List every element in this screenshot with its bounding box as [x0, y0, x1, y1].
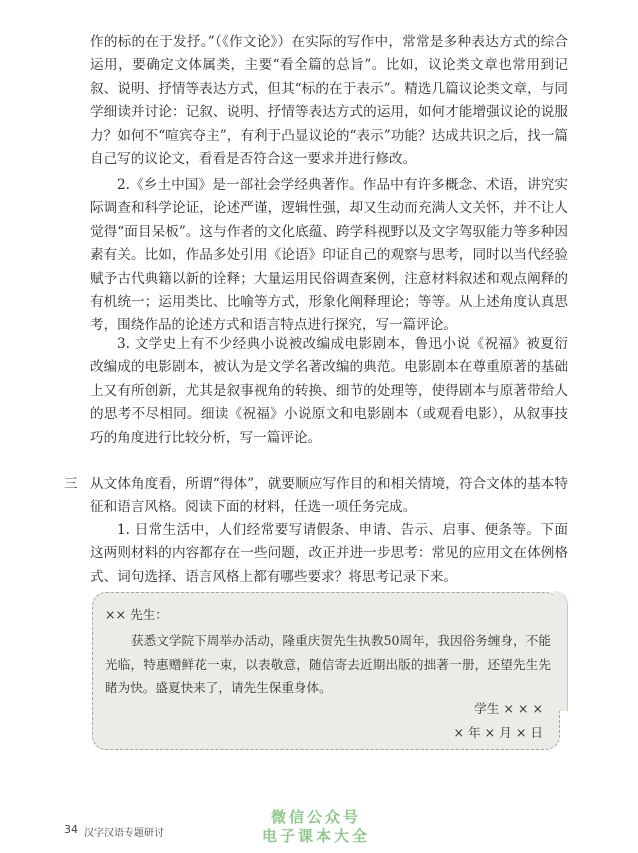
paragraph-item-2: 2.《乡土中国》是一部社会学经典著作。作品中有许多概念、术语，讲究实际调查和科学论证，论述严谨，逻辑性强，却又生动而充满人文关怀，并不让人觉得“面目呆板”。这与作者的文化底蕴、跨学科视野以及文字驾驭能力等多种因素有关。比如，作品多处引用《论语》印证自己的观察与思考，同时以当代经验赋予古代典籍以新的诠释；大量运用民俗调查案例，注意材料叙述和观点阐释的有机统一；运用类比、比喻等方式，形象化阐释理论；等等。从上述角度认真思考，围绕作品的论述方式和语言特点进行探究，写一篇评论。: [90, 177, 568, 334]
watermark: [262, 808, 370, 846]
page-number: 34: [64, 823, 78, 836]
watermark-line-1: 微信公众号: [271, 808, 362, 826]
book-title: 汉字汉语专题研讨: [84, 828, 164, 839]
letter-body: 获悉文学院下周举办活动，隆重庆贺先生执教50周年，我因俗务缠身，不能光临，特惠赠鲜花一束，以表敬意，随信寄去近期出版的拙著一册，还望先生先睹为快。盛夏快来了，请先生保重身体。: [105, 633, 551, 695]
letter-salutation: ×× 先生：: [105, 607, 168, 622]
section-intro: 从文体角度看，所谓“得体”，就要顺应写作目的和相关情境，符合文体的基本特征和语言风格。阅读下面的材料，任选一项任务完成。: [90, 476, 568, 516]
letter-date: × 年 × 月 × 日: [453, 725, 543, 740]
task-item-1: 1. 日常生活中，人们经常要写请假条、申请、告示、启事、便条等。下面这两则材料的内容都存在一些问题，改正并进一步思考：常见的应用文在体例格式、词句选择、语言风格上都有哪些要求？将思考记录下来。: [90, 522, 568, 585]
paragraph-item-3: 3. 文学史上有不少经典小说被改编成电影剧本，鲁迅小说《祝福》被夏衍改编成的电影剧本，被认为是文学名著改编的典范。电影剧本在尊重原著的基础上又有所创新，尤其是叙事视角的转换、细节的处理等，使得剧本与原著带给人的思考不尽相同。细读《祝福》小说原文和电影剧本（或观看电影），从叙事技巧的角度进行比较分析，写一篇评论。: [90, 336, 568, 446]
letter-box-tab: [553, 591, 568, 711]
letter-signature: 学生 × × ×: [474, 701, 543, 716]
letter-material-box: [92, 592, 560, 750]
watermark-line-2: 电子课本大全: [262, 827, 371, 845]
section-number: 三: [64, 476, 78, 492]
paragraph-continuation: 作的标的在于发抒。”（《作文论》）在实际的写作中，常常是多种表达方式的综合运用，要确定文体属类，主要“看全篇的总旨”。比如，议论类文章也常用到记叙、说明、抒情等表达方式，但其“标的在于表示”。精选几篇议论类文章，与同学细读并讨论：记叙、说明、抒情等表达方式的运用，如何才能增强议论的说服力？如何不“喧宾夺主”，有利于凸显议论的“表示”功能？达成共识之后，找一篇自己写的议论文，看看是否符合这一要求并进行修改。: [90, 34, 568, 168]
